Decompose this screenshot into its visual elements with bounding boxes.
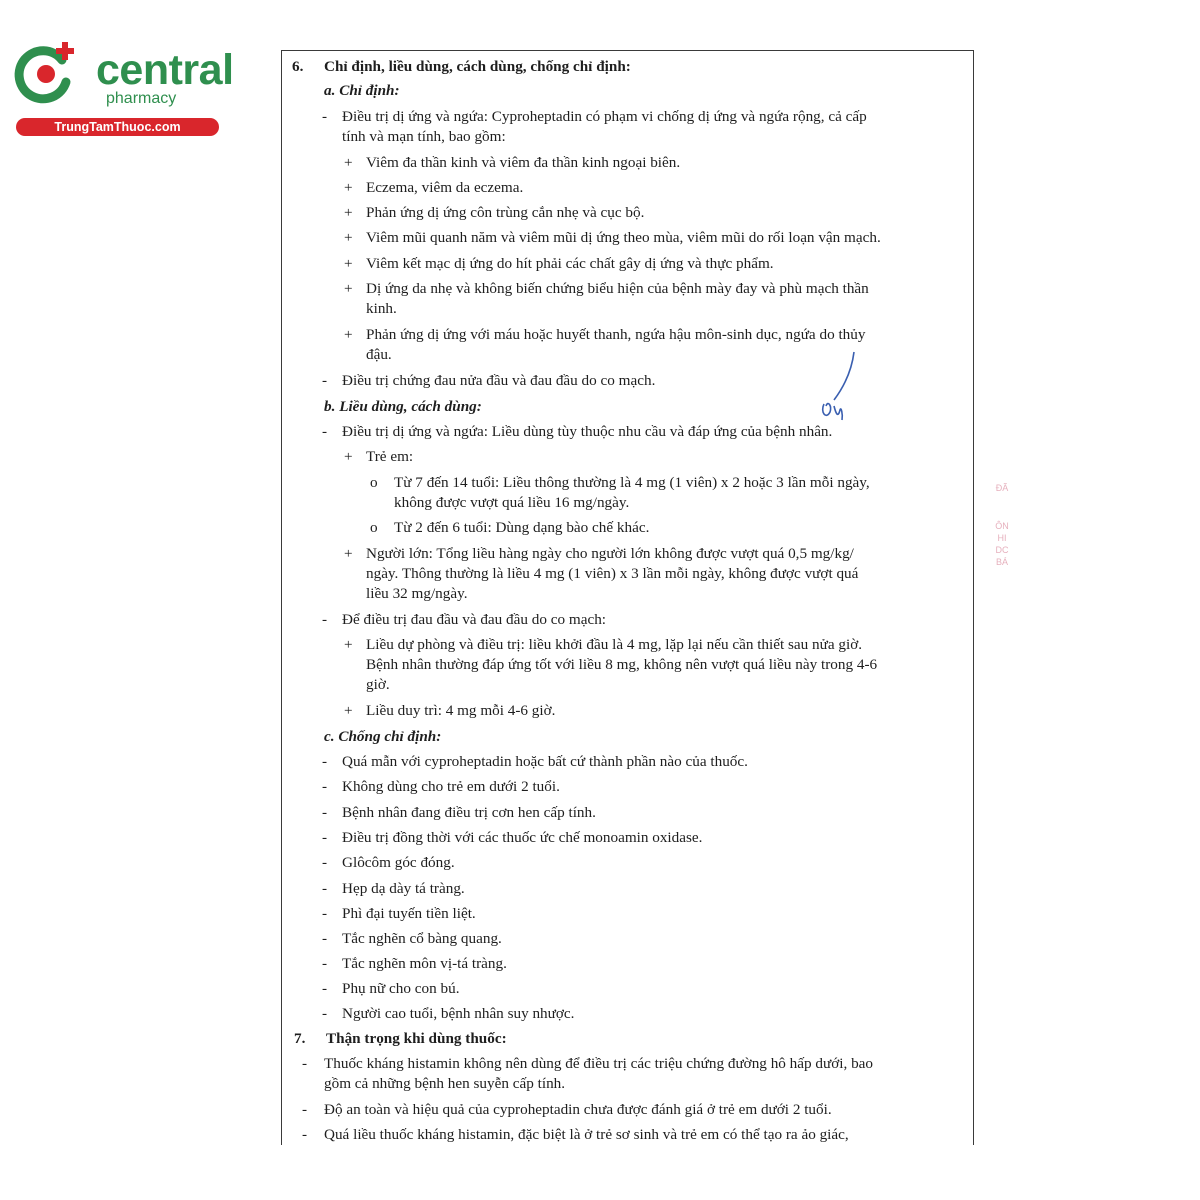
subsection-c-title: c. Chống chỉ định: [324, 728, 442, 745]
list-item: Phản ứng dị ứng côn trùng cắn nhẹ và cục bộ. [366, 204, 645, 221]
bullet-dash: - [302, 1126, 308, 1143]
bullet-plus: + [344, 154, 353, 171]
list-item-cont: đậu. [366, 346, 392, 363]
bullet-plus: + [344, 702, 353, 719]
brand-website: TrungTamThuoc.com [16, 118, 219, 136]
contraindication-item: Hẹp dạ dày tá tràng. [342, 880, 465, 897]
dosage-adult-cont: liều 32 mg/ngày. [366, 585, 468, 602]
dosage-prophylaxis: Liều dự phòng và điều trị: liều khởi đầu là 4 mg, lặp lại nếu cần thiết sau nửa giờ. [366, 636, 863, 653]
contraindication-item: Người cao tuổi, bệnh nhân suy nhược. [342, 1005, 575, 1022]
dosage-prophylaxis-cont: giờ. [366, 676, 390, 693]
list-item-cont: kinh. [366, 300, 397, 317]
dosage-adult: Người lớn: Tổng liều hàng ngày cho người lớn không được vượt quá 0,5 mg/kg/ [366, 545, 854, 562]
bullet-plus: + [344, 448, 353, 465]
document-page [281, 50, 974, 1145]
bullet-dash: - [322, 854, 328, 871]
precaution-item: Quá liều thuốc kháng histamin, đặc biệt là ở trẻ sơ sinh và trẻ em có thể tạo ra ảo giác, [324, 1126, 849, 1143]
pharmacy-cross-logo-icon [10, 38, 82, 110]
contraindication-item: Tắc nghẽn cổ bàng quang. [342, 930, 502, 947]
bullet-dash: - [322, 372, 328, 389]
dosage-headache: Để điều trị đau đầu và đau đầu do co mạch: [342, 611, 607, 628]
precaution-item: Độ an toàn và hiệu quả của cyproheptadin chưa được đánh giá ở trẻ em dưới 2 tuổi. [324, 1101, 832, 1118]
bullet-dash: - [322, 753, 328, 770]
contraindication-item: Quá mẫn với cyproheptadin hoặc bất cứ thành phần nào của thuốc. [342, 753, 748, 770]
bullet-dash: - [322, 829, 328, 846]
brand-subtitle: pharmacy [106, 90, 177, 107]
dosage-2-6: Từ 2 đến 6 tuổi: Dùng dạng bào chế khác. [394, 519, 650, 536]
indication-allergy: Điều trị dị ứng và ngứa: Cyproheptadin có phạm vi chống dị ứng và ngứa rộng, cả cấp [342, 108, 867, 125]
side-stamp: ĐÃ ÔN HI DC BÁ [995, 483, 1009, 567]
section-7-heading: 7. Thận trọng khi dùng thuốc: [294, 1030, 507, 1047]
bullet-dash: - [322, 804, 328, 821]
bullet-dash: - [302, 1055, 308, 1072]
bullet-dash: - [322, 778, 328, 795]
dosage-7-14: Từ 7 đến 14 tuổi: Liều thông thường là 4 mg (1 viên) x 2 hoặc 3 lần mỗi ngày, [394, 474, 870, 491]
bullet-dash: - [302, 1101, 308, 1118]
contraindication-item: Bệnh nhân đang điều trị cơn hen cấp tính. [342, 804, 596, 821]
dosage-children: Trẻ em: [366, 448, 414, 465]
precaution-item: Thuốc kháng histamin không nên dùng để điều trị các triệu chứng đường hô hấp dưới, bao [324, 1055, 873, 1072]
bullet-dash: - [322, 880, 328, 897]
contraindication-item: Phụ nữ cho con bú. [342, 980, 460, 997]
dosage-prophylaxis-cont: Bệnh nhân thường đáp ứng tốt với liều 8 mg, không nên vượt quá liều này trong 4-6 [366, 656, 878, 673]
dosage-allergy: Điều trị dị ứng và ngứa: Liều dùng tùy thuộc nhu cầu và đáp ứng của bệnh nhân. [342, 423, 833, 440]
list-item: Phản ứng dị ứng với máu hoặc huyết thanh, ngứa hậu môn-sinh dục, ngứa do thủy [366, 326, 866, 343]
dosage-maintenance: Liều duy trì: 4 mg mỗi 4-6 giờ. [366, 702, 556, 719]
precaution-item-cont: gồm cả những bệnh hen suyễn cấp tính. [324, 1075, 566, 1092]
contraindication-item: Không dùng cho trẻ em dưới 2 tuổi. [342, 778, 560, 795]
bullet-dash: - [322, 108, 328, 125]
indication-migraine: Điều trị chứng đau nửa đầu và đau đầu do co mạch. [342, 372, 656, 389]
bullet-dash: - [322, 930, 328, 947]
indication-allergy-cont: tính và mạn tính, bao gồm: [342, 128, 506, 145]
contraindication-item: Tắc nghẽn môn vị-tá tràng. [342, 955, 507, 972]
bullet-circle: o [370, 474, 378, 491]
bullet-plus: + [344, 636, 353, 653]
bullet-dash: - [322, 905, 328, 922]
dosage-adult-cont: ngày. Thông thường là liều 4 mg (1 viên) x 3 lần mỗi ngày, không được vượt quá [366, 565, 859, 582]
bullet-dash: - [322, 955, 328, 972]
bullet-dash: - [322, 423, 328, 440]
bullet-dash: - [322, 980, 328, 997]
subsection-b-title: b. Liều dùng, cách dùng: [324, 398, 482, 415]
bullet-dash: - [322, 1005, 328, 1022]
brand-name: central [96, 46, 234, 94]
bullet-dash: - [322, 611, 328, 628]
dosage-7-14-cont: không được vượt quá liều 16 mg/ngày. [394, 494, 630, 511]
bullet-circle: o [370, 519, 378, 536]
list-item: Dị ứng da nhẹ và không biến chứng biểu hiện của bệnh mày đay và phù mạch thần [366, 280, 869, 297]
bullet-plus: + [344, 326, 353, 343]
contraindication-item: Glôcôm góc đóng. [342, 854, 455, 871]
list-item: Viêm đa thần kinh và viêm đa thần kinh ngoại biên. [366, 154, 681, 171]
section-6-heading: 6. Chỉ định, liều dùng, cách dùng, chống chỉ định: [292, 58, 631, 75]
list-item: Eczema, viêm da eczema. [366, 179, 524, 196]
bullet-plus: + [344, 204, 353, 221]
bullet-plus: + [344, 280, 353, 297]
handwritten-signature [812, 348, 872, 438]
bullet-plus: + [344, 545, 353, 562]
contraindication-item: Điều trị đồng thời với các thuốc ức chế monoamin oxidase. [342, 829, 703, 846]
bullet-plus: + [344, 229, 353, 246]
subsection-a-title: a. Chỉ định: [324, 82, 400, 99]
bullet-plus: + [344, 255, 353, 272]
list-item: Viêm mũi quanh năm và viêm mũi dị ứng theo mùa, viêm mũi do rối loạn vận mạch. [366, 229, 881, 246]
bullet-plus: + [344, 179, 353, 196]
list-item: Viêm kết mạc dị ứng do hít phải các chất gây dị ứng và thực phẩm. [366, 255, 774, 272]
contraindication-item: Phì đại tuyến tiền liệt. [342, 905, 476, 922]
brand-logo [10, 38, 234, 138]
